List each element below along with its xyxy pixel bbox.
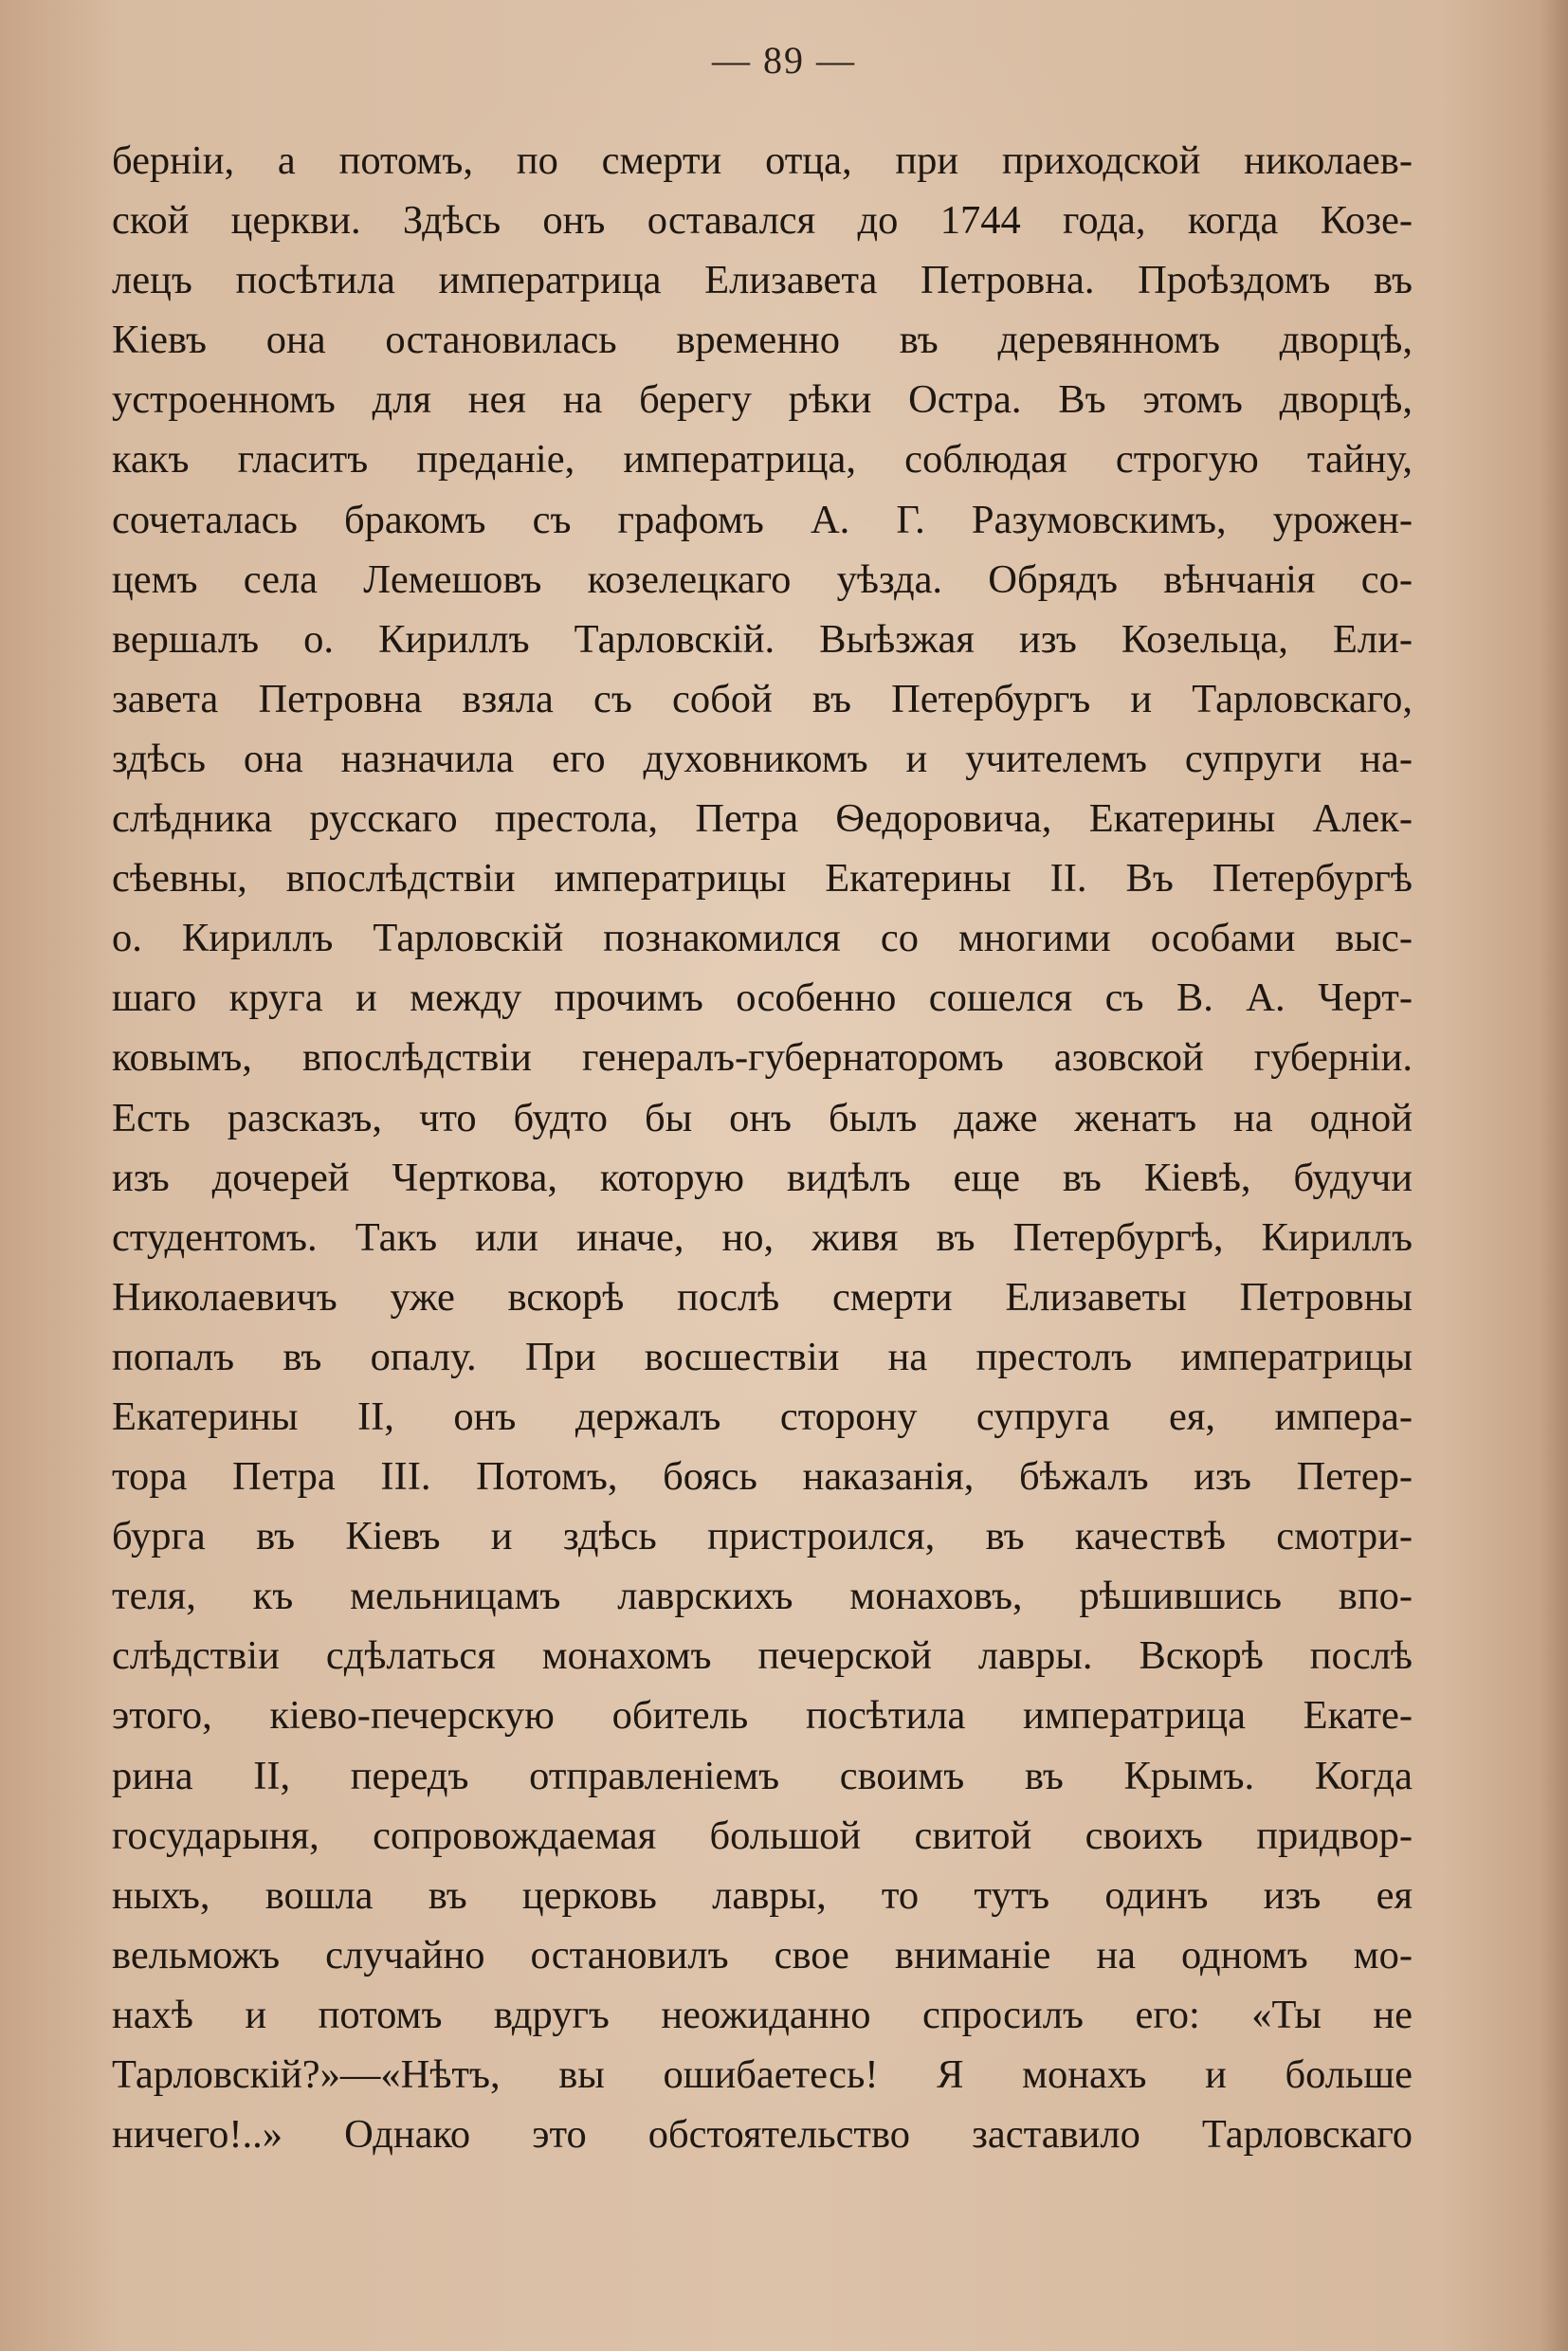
text-line: тора Петра III. Потомъ, боясь наказанія, бѣжалъ изъ Петер- [112,1454,1413,1500]
page-edge-shadow [1540,0,1568,2351]
text-line: государыня, сопровождаемая большой свитой своихъ придвор- [112,1813,1413,1858]
text-line: шаго круга и между прочимъ особенно сошелся съ В. А. Черт- [112,975,1413,1021]
text-line: ской церкви. Здѣсь онъ оставался до 1744 года, когда Козе- [112,198,1413,244]
text-line: изъ дочерей Черткова, которую видѣлъ еще въ Кіевѣ, будучи [112,1155,1413,1200]
text-line: теля, къ мельницамъ лаврскихъ монаховъ, рѣшившись впо- [112,1574,1413,1619]
text-line: вельможъ случайно остановилъ свое вниманіе на одномъ мо- [112,1932,1413,1977]
text-line: устроенномъ для нея на берегу рѣки Остра. Въ этомъ дворцѣ, [112,377,1413,423]
text-line: Екатерины II, онъ держалъ сторону супруга ея, импера- [112,1394,1413,1439]
text-line: слѣдствіи сдѣлаться монахомъ печерской лавры. Вскорѣ послѣ [112,1633,1413,1679]
text-line: нахѣ и потомъ вдругъ неожиданно спросилъ его: «Ты не [112,1992,1413,2037]
text-line: здѣсь она назначила его духовникомъ и учителемъ супруги на- [112,736,1413,781]
text-line: о. Кириллъ Тарловскій познакомился со многими особами выс- [112,916,1413,961]
text-line: ковымъ, впослѣдствіи генералъ-губернаторомъ азовской губерніи. [112,1035,1413,1081]
text-line: завета Петровна взяла съ собой въ Петербургъ и Тарловскаго, [112,676,1413,721]
text-line: ныхъ, вошла въ церковь лавры, то тутъ одинъ изъ ея [112,1872,1413,1918]
text-line: берніи, а потомъ, по смерти отца, при приходской николаев- [112,138,1413,183]
text-line: Кіевъ она остановилась временно въ деревянномъ дворцѣ, [112,318,1413,363]
text-line: рина II, передъ отправленіемъ своимъ въ Крымъ. Когда [112,1753,1413,1798]
page-number: — 89 — [712,39,856,82]
text-line: лецъ посѣтила императрица Елизавета Петровна. Проѣздомъ въ [112,258,1413,303]
text-line: этого, кіево-печерскую обитель посѣтила императрица Екате- [112,1693,1413,1739]
text-line: Тарловскій?»—«Нѣтъ, вы ошибаетесь! Я монахъ и больше [112,2052,1413,2097]
text-line: вершалъ о. Кириллъ Тарловскій. Выѣзжая изъ Козельца, Ели- [112,616,1413,662]
text-line: сѣевны, впослѣдствіи императрицы Екатерины II. Въ Петербургѣ [112,856,1413,902]
text-line: сочеталась бракомъ съ графомъ А. Г. Разумовскимъ, урожен- [112,497,1413,542]
text-line: студентомъ. Такъ или иначе, но, живя въ Петербургѣ, Кириллъ [112,1214,1413,1260]
text-line: попалъ въ опалу. При восшествіи на престолъ императрицы [112,1334,1413,1379]
text-line: Николаевичъ уже вскорѣ послѣ смерти Елизаветы Петровны [112,1274,1413,1320]
text-line: бурга въ Кіевъ и здѣсь пристроился, въ качествѣ смотри- [112,1514,1413,1559]
text-line: слѣдника русскаго престола, Петра Ѳедоровича, Екатерины Алек- [112,796,1413,842]
text-line: цемъ села Лемешовъ козелецкаго уѣзда. Обрядъ вѣнчанія со- [112,556,1413,602]
text-line: Есть разсказъ, что будто бы онъ былъ даже женатъ на одной [112,1095,1413,1140]
text-line: ничего!..» Однако это обстоятельство заставило Тарловскаго [112,2112,1413,2158]
text-line: какъ гласитъ преданіе, императрица, соблюдая строгую тайну, [112,437,1413,483]
body-text [112,131,1413,2164]
